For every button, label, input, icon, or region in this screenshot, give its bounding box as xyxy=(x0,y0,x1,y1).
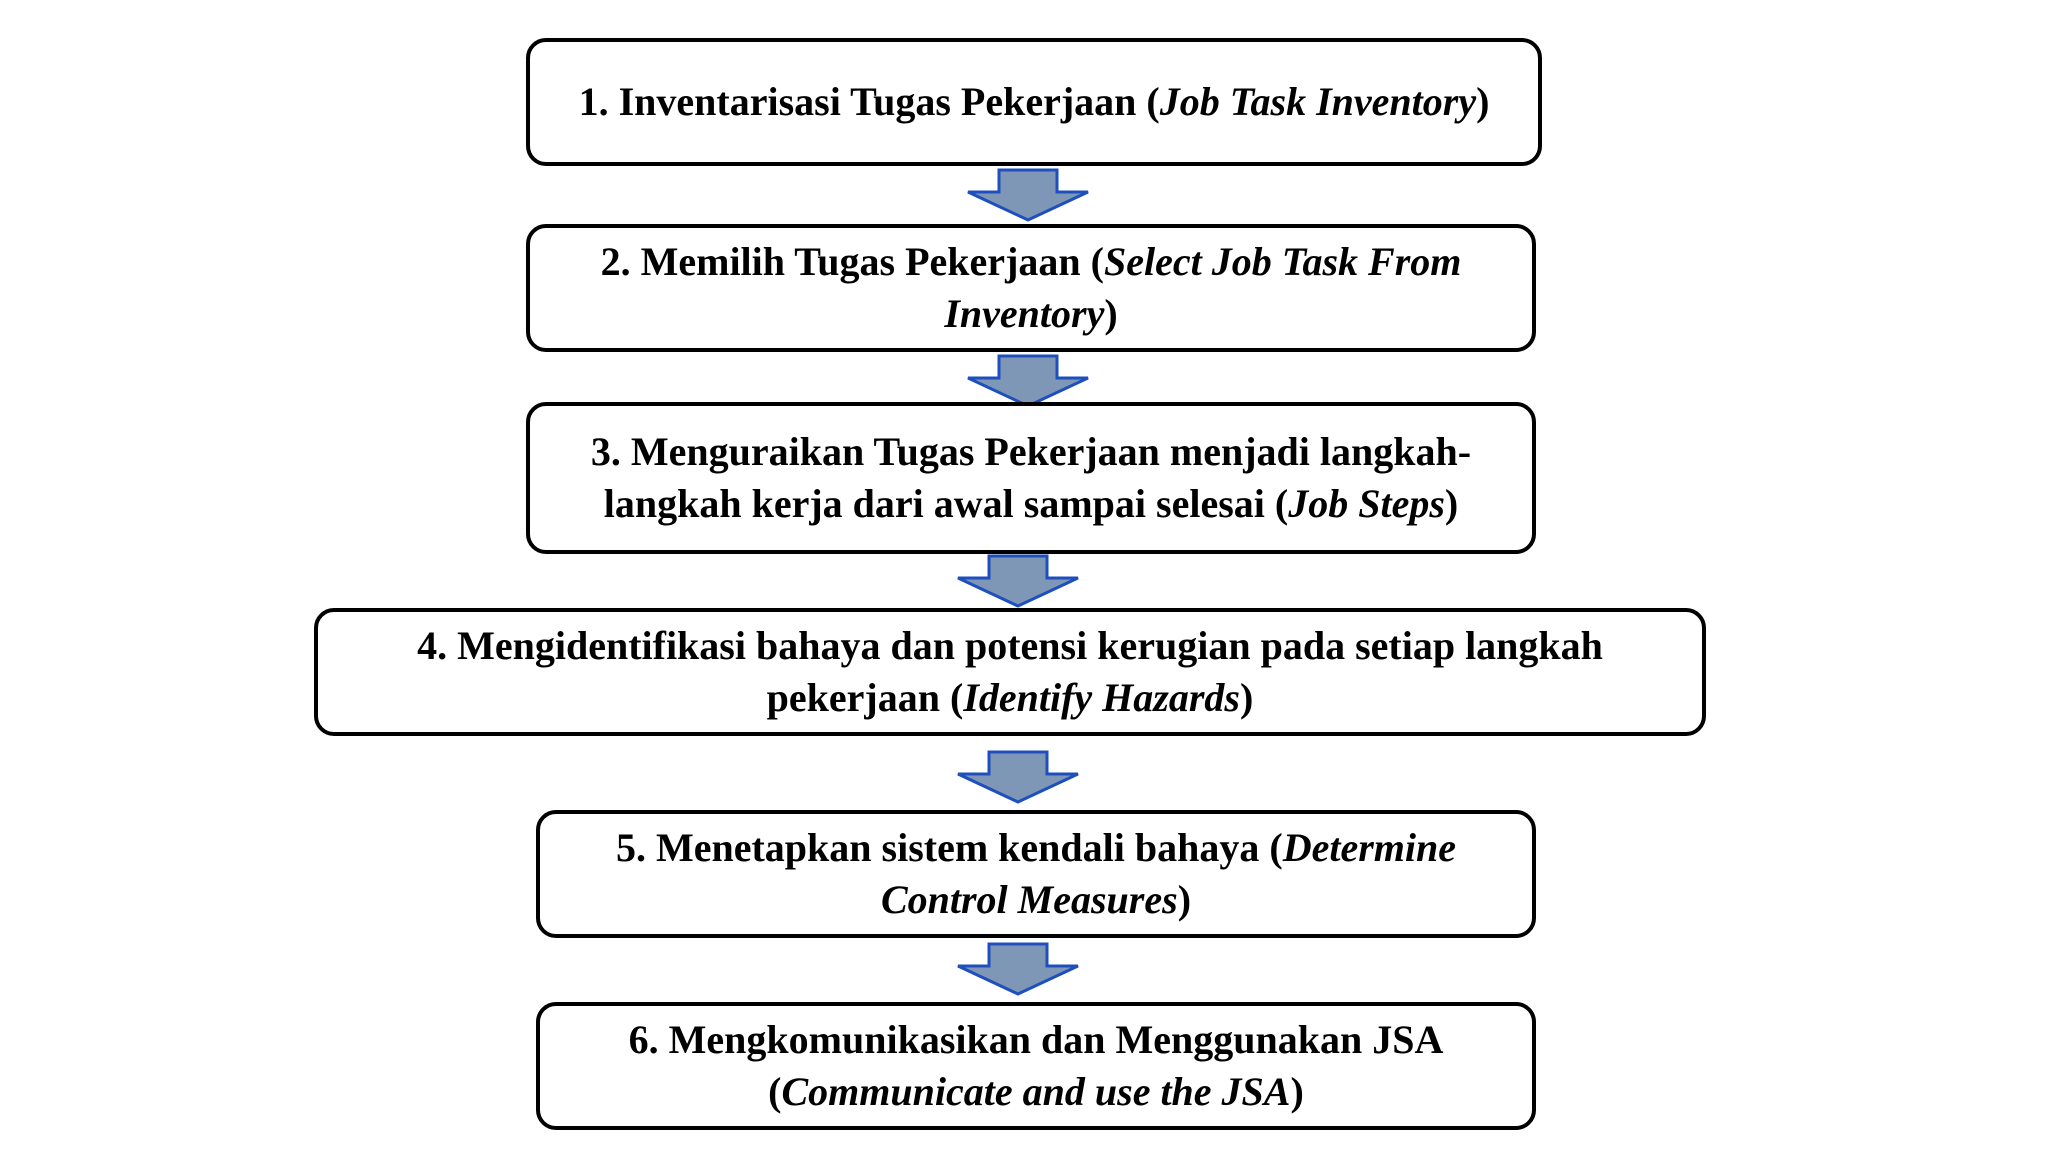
down-arrow-icon xyxy=(966,168,1090,222)
step-5-text: 5. Menetapkan sistem kendali bahaya (Determine Control Measures) xyxy=(615,825,1457,922)
down-arrow-icon xyxy=(956,750,1080,804)
step-6-box xyxy=(536,1002,1536,1130)
step-2-box xyxy=(526,224,1536,352)
down-arrow-icon xyxy=(956,554,1080,608)
step-4-text: 4. Mengidentifikasi bahaya dan potensi kerugian pada setiap langkah pekerjaan (Identify Hazards) xyxy=(417,623,1603,720)
step-3-box xyxy=(526,402,1536,554)
step-3-text: 3. Menguraikan Tugas Pekerjaan menjadi langkah-langkah kerja dari awal sampai selesai (Job Steps) xyxy=(590,429,1472,526)
step-5-box xyxy=(536,810,1536,938)
step-6-text: 6. Mengkomunikasikan dan Menggunakan JSA (Communicate and use the JSA) xyxy=(628,1017,1444,1114)
down-arrow-icon xyxy=(956,942,1080,996)
step-2-text: 2. Memilih Tugas Pekerjaan (Select Job Task From Inventory) xyxy=(600,239,1462,336)
down-arrow-icon xyxy=(966,354,1090,408)
step-1-box xyxy=(526,38,1542,166)
step-4-box xyxy=(314,608,1706,736)
step-1-text: 1. Inventarisasi Tugas Pekerjaan (Job Task Inventory) xyxy=(578,79,1490,124)
